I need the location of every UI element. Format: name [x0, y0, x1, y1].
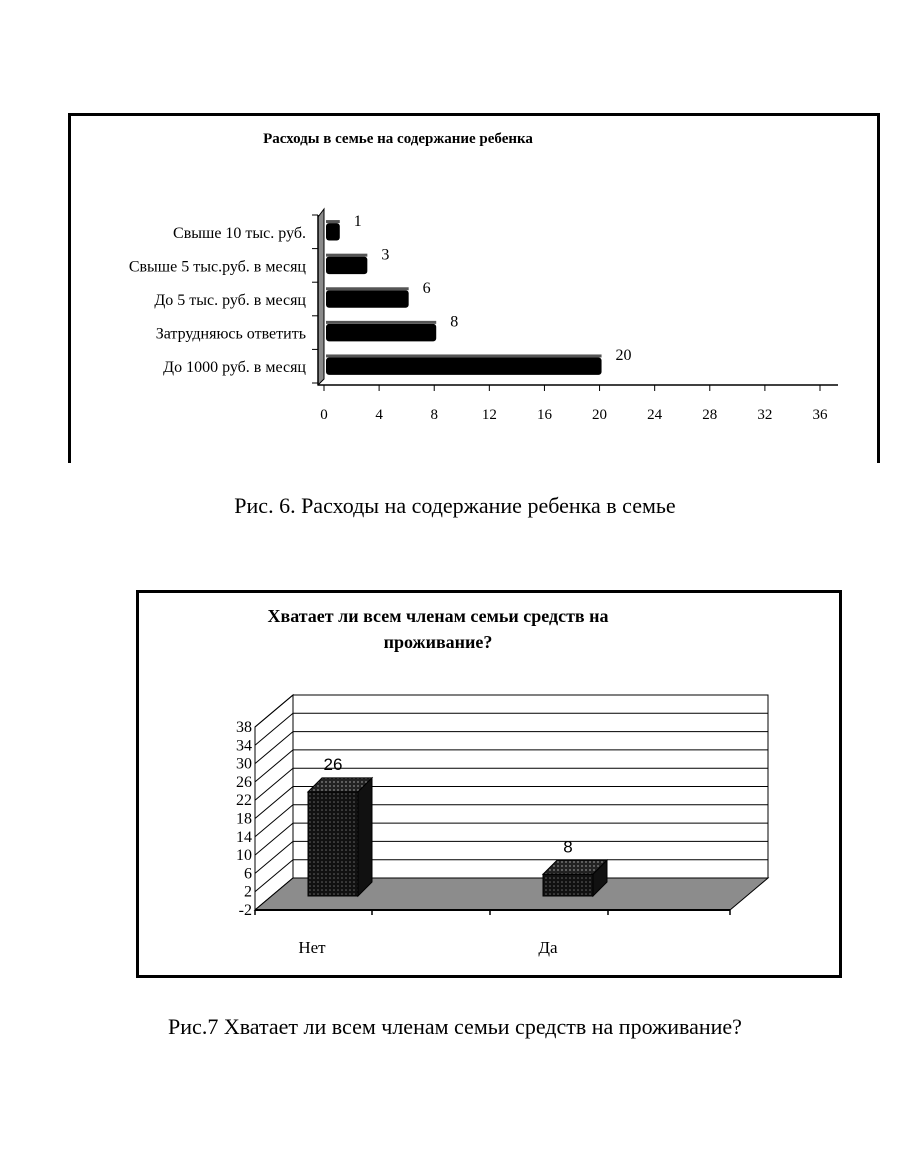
expenses-chart-wall: [318, 209, 324, 385]
expenses-chart-category-label: Свыше 5 тыс.руб. в месяц: [128, 258, 306, 276]
expenses-chart-bar: [326, 324, 436, 341]
sufficiency-chart-value-label: 26: [323, 754, 343, 774]
sufficiency-chart-category-label: Да: [538, 938, 558, 957]
expenses-chart-x-tick-label: 8: [430, 407, 438, 423]
sufficiency-chart-y-tick-label: 10: [236, 847, 252, 865]
sufficiency-chart-y-tick-label: 26: [236, 773, 252, 791]
expenses-chart-bar: [326, 357, 602, 374]
expenses-chart-category-label: Затрудняюсь ответить: [155, 325, 306, 343]
sufficiency-chart-y-tick-label: 2: [244, 883, 252, 901]
sufficiency-chart-category-label: Нет: [298, 938, 326, 957]
expenses-chart-bar-top: [326, 254, 367, 257]
expenses-chart-x-tick-label: 12: [481, 407, 497, 423]
expenses-chart-bar-top: [326, 287, 409, 290]
expenses-chart-bar-top: [326, 354, 602, 357]
sufficiency-chart-y-tick-label: 30: [236, 755, 252, 773]
expenses-chart-caption: Рис. 6. Расходы на содержание ребенка в семье: [234, 493, 676, 518]
expenses-chart-value-label: 1: [353, 212, 362, 230]
sufficiency-chart-y-tick-label: 22: [236, 792, 252, 810]
expenses-chart-bar: [326, 223, 340, 240]
expenses-chart-value-label: 6: [422, 280, 431, 297]
expenses-chart-category-label: До 5 тыс. руб. в месяц: [154, 292, 306, 309]
expenses-chart-x-tick-label: 36: [812, 407, 828, 423]
expenses-chart-x-tick-label: 28: [702, 407, 718, 423]
expenses-chart-labels: [129, 213, 828, 423]
expenses-chart-x-tick-label: 16: [536, 407, 552, 423]
expenses-chart-bar-top: [326, 321, 436, 324]
expenses-chart-x-tick-label: 24: [647, 407, 663, 423]
expenses-chart-x-tick-label: 0: [320, 407, 328, 423]
sufficiency-chart-bar: [308, 792, 358, 896]
expenses-chart-title: Расходы в семье на содержание ребенка: [263, 131, 533, 147]
sufficiency-chart-y-tick-label: 18: [236, 810, 252, 828]
sufficiency-chart-value-label: 8: [563, 837, 573, 857]
sufficiency-chart-y-tick-label: 14: [236, 828, 252, 846]
expenses-chart-value-label: 20: [615, 347, 632, 365]
sufficiency-chart-y-tick-label: -2: [238, 902, 252, 919]
expenses-chart-x-tick-label: 4: [375, 407, 383, 423]
expenses-chart-bar: [326, 290, 409, 307]
expenses-chart-value-label: 8: [450, 313, 459, 331]
expenses-chart-value-label: 3: [381, 246, 390, 264]
sufficiency-chart-title-line-1: Хватает ли всем членам семьи средств на: [267, 606, 609, 626]
sufficiency-chart-y-tick-label: 38: [236, 719, 252, 736]
expenses-chart-category-label: Свыше 10 тыс. руб.: [173, 224, 306, 242]
expenses-chart-x-tick-label: 20: [592, 407, 608, 423]
sufficiency-chart-bar-side: [358, 778, 372, 896]
expenses-chart-bar-top: [326, 220, 340, 223]
expenses-chart-x-tick-label: 32: [757, 407, 773, 423]
sufficiency-chart-y-tick-label: 34: [236, 737, 252, 755]
sufficiency-chart-y-tick-label: 6: [244, 865, 252, 883]
sufficiency-chart-bar: [543, 874, 593, 896]
sufficiency-chart-caption: Рис.7 Хватает ли всем членам семьи средств на проживание?: [168, 1014, 742, 1039]
sufficiency-chart-title-line-2: проживание?: [383, 632, 493, 652]
expenses-chart-bar: [326, 257, 367, 274]
expenses-chart-bars: [326, 220, 602, 375]
expenses-chart-category-label: До 1000 руб. в месяц: [163, 359, 306, 377]
